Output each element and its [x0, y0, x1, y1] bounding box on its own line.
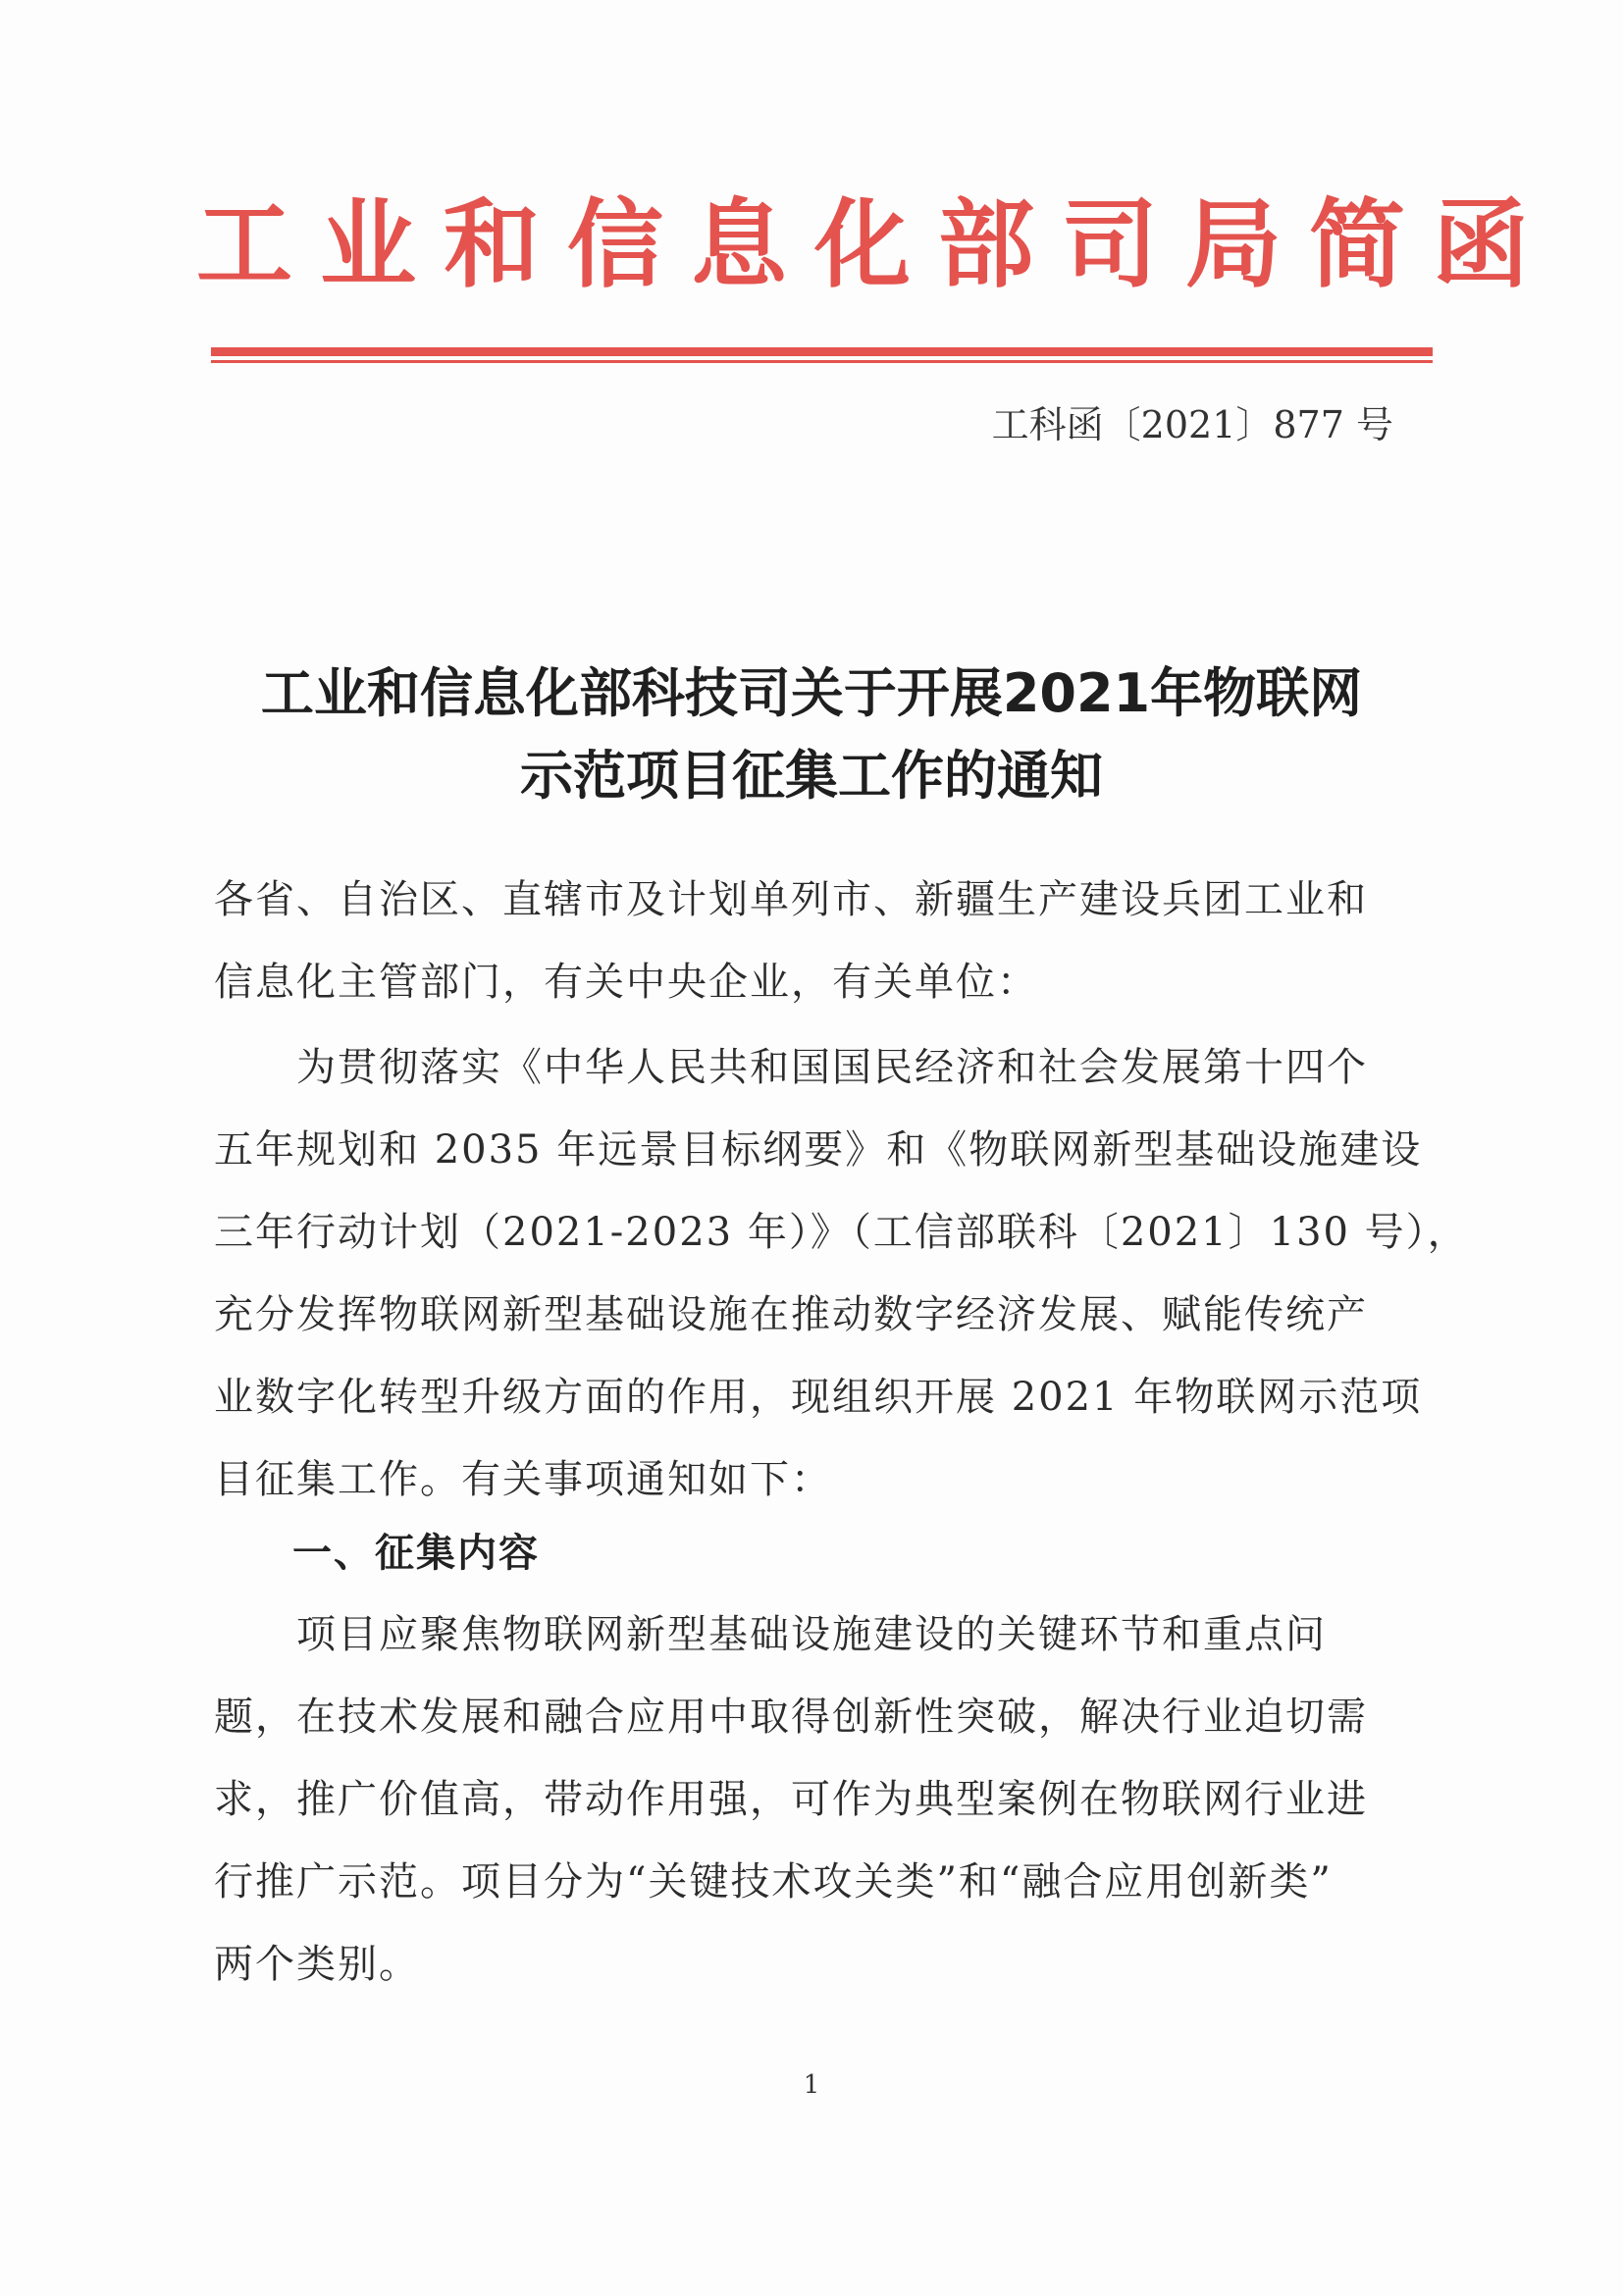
paragraph-line: 项目应聚焦物联网新型基础设施建设的关键环节和重点问 [214, 1612, 1327, 1657]
paragraph-line: 充分发挥物联网新型基础设施在推动数字经济发展、赋能传统产 [214, 1292, 1368, 1337]
paragraph-line: 五年规划和 2035 年远景目标纲要》和《物联网新型基础设施建设 [214, 1127, 1423, 1173]
paragraph-line: 为贯彻落实《中华人民共和国国民经济和社会发展第十四个 [214, 1045, 1368, 1090]
paragraph-line: 目征集工作。有关事项通知如下： [214, 1457, 832, 1502]
paragraph-line: 业数字化转型升级方面的作用，现组织开展 2021 年物联网示范项 [214, 1375, 1423, 1420]
paragraph-line: 两个类别。 [214, 1942, 420, 1987]
letterhead-rule-thick [211, 347, 1433, 356]
addressee-line: 各省、自治区、直辖市及计划单列市、新疆生产建设兵团工业和 [214, 877, 1368, 922]
paragraph-line: 三年行动计划（2021-2023 年）》（工信部联科〔2021〕130 号）， [214, 1210, 1469, 1255]
document-number: 工科函〔2021〕877 号 [991, 403, 1393, 446]
letterhead-rule-thin [211, 360, 1433, 363]
document-title [147, 652, 1476, 817]
paragraph-line: 行推广示范。项目分为“关键技术攻关类”和“融合应用创新类” [214, 1859, 1333, 1905]
paragraph-intro [214, 1026, 1469, 1521]
paragraph-collection-content [214, 1593, 1421, 2006]
letterhead-title: 工业和信息化部司局简函 [196, 189, 1557, 301]
title-line-2: 示范项目征集工作的通知 [520, 745, 1103, 807]
page-number: 1 [803, 2070, 820, 2100]
section-heading: 一、征集内容 [292, 1531, 540, 1576]
paragraph-line: 题，在技术发展和融合应用中取得创新性突破，解决行业迫切需 [214, 1695, 1368, 1740]
addressee [214, 859, 1421, 1023]
title-line-1: 工业和信息化部科技司关于开展2021年物联网 [260, 662, 1363, 724]
addressee-line: 信息化主管部门，有关中央企业，有关单位： [214, 960, 1038, 1005]
paragraph-line: 求，推广价值高，带动作用强，可作为典型案例在物联网行业进 [214, 1777, 1368, 1822]
